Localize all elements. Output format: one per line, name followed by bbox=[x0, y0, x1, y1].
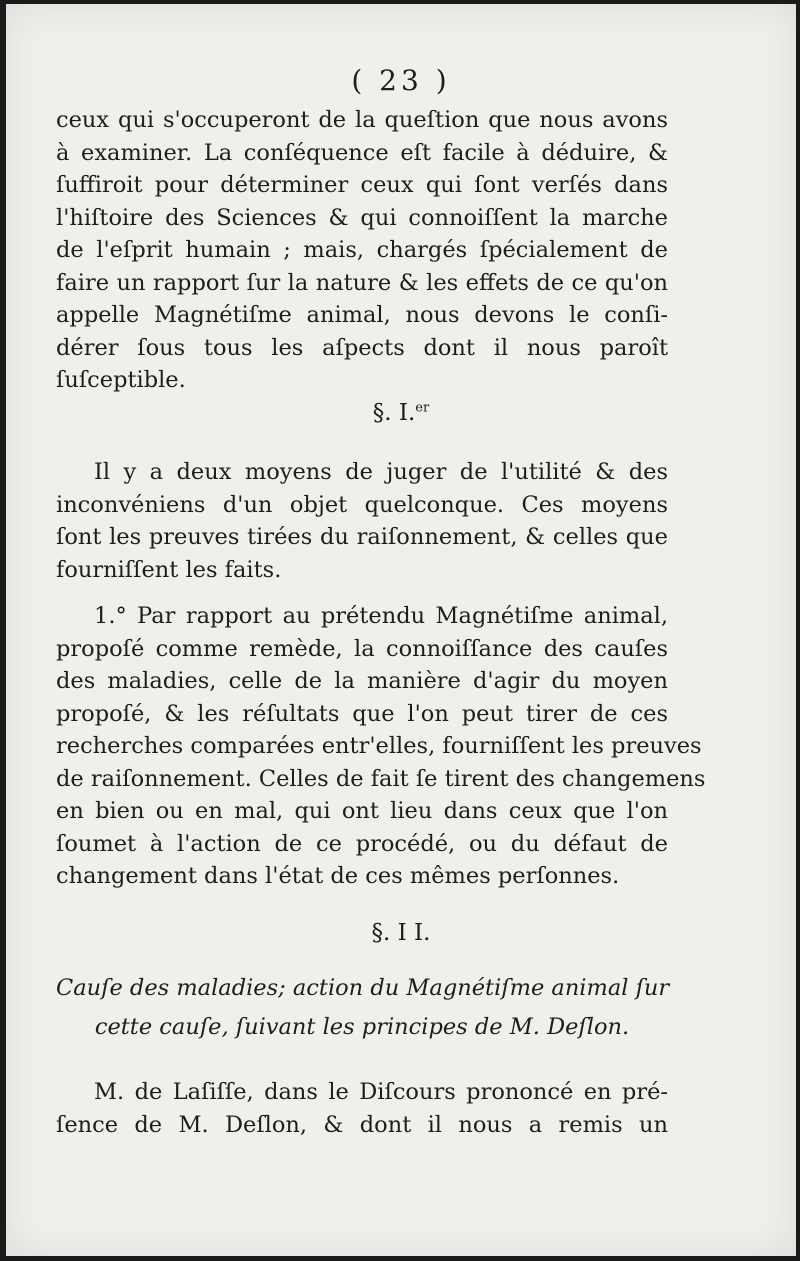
text-line: propoſé comme remède, la connoiſſance des cauſes bbox=[56, 635, 668, 662]
text-line: propoſé, & les réſultats que l'on peut tirer de ces bbox=[56, 700, 668, 727]
text-line: l'hiſtoire des Sciences & qui connoiſſent la marche bbox=[56, 204, 668, 231]
text-line: ſuffiroit pour déterminer ceux qui ſont verſés dans bbox=[56, 172, 668, 198]
text-line: recherches comparées entr'elles, fourniſſent les preuves bbox=[56, 733, 702, 759]
text-line: en bien ou en mal, qui ont lieu dans ceux que l'on bbox=[56, 798, 668, 824]
section-subtitle bbox=[56, 972, 668, 1043]
text-line: des maladies, celle de la manière d'agir du moyen bbox=[56, 668, 668, 694]
paragraph-lasisse bbox=[56, 1076, 668, 1141]
text-line: M. de Laſiſſe, dans le Diſcours prononcé en pré- bbox=[94, 1079, 668, 1105]
text-line: dérer ſous tous les aſpects dont il nous paroît bbox=[56, 334, 668, 361]
text-line: Cauſe des maladies; action du Magnétiſme animal ſur bbox=[56, 975, 670, 1001]
section-label: §. I. bbox=[372, 400, 416, 426]
page-number: ( 23 ) bbox=[351, 64, 451, 97]
text-line: de l'eſprit humain ; mais, chargés ſpécialement de bbox=[56, 237, 668, 263]
text-line: Il y a deux moyens de juger de l'utilité & des bbox=[94, 459, 668, 485]
paragraph-two-means bbox=[56, 456, 668, 586]
text-line: ſont les preuves tirées du raiſonnement, & celles que bbox=[56, 524, 668, 550]
text-line: fourniſſent les faits. bbox=[56, 556, 282, 583]
text-line: ſence de M. Deſlon, & dont il nous a remis un bbox=[56, 1111, 668, 1138]
paragraph-magnetism bbox=[56, 600, 706, 893]
text-line: faire un rapport ſur la nature & les effets de ce qu'on bbox=[56, 269, 668, 296]
text-line: ſoumet à l'action de ce procédé, ou du défaut de bbox=[56, 830, 668, 857]
text-line: ceux qui s'occuperont de la queſtion que nous avons bbox=[56, 107, 668, 133]
text-line: appelle Magnétiſme animal, nous devons le conſi- bbox=[56, 302, 668, 328]
text-line: cette cauſe, ſuivant les principes de M. Deſlon. bbox=[94, 1013, 630, 1040]
paragraph-intro bbox=[56, 104, 668, 397]
text-line: inconvéniens d'un objet quelconque. Ces moyens bbox=[56, 491, 668, 518]
text-line: changement dans l'état de ces mêmes perſonnes. bbox=[56, 863, 620, 889]
text-line: 1.° Par rapport au prétendu Magnétiſme animal, bbox=[94, 603, 668, 629]
book-page bbox=[6, 4, 796, 1256]
section-heading-1 bbox=[6, 400, 796, 426]
text-line: à examiner. La conſéquence eſt facile à déduire, & bbox=[56, 139, 668, 166]
section-superscript: er bbox=[415, 400, 430, 416]
text-line: de raiſonnement. Celles de fait ſe tirent des changemens bbox=[56, 765, 706, 792]
section-heading-2: §. I I. bbox=[371, 920, 431, 946]
text-line: ſuſceptible. bbox=[56, 367, 186, 393]
